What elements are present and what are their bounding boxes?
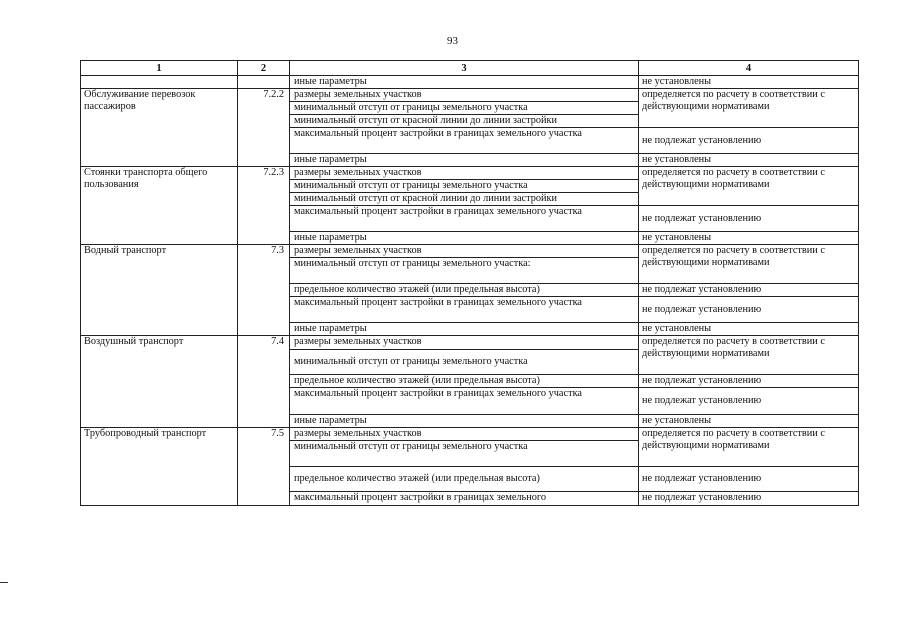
param-name: предельное количество этажей (или предельная высота)	[290, 467, 639, 492]
param-value: не подлежат установлению	[639, 128, 859, 154]
regulations-table	[80, 60, 859, 506]
param-name: максимальный процент застройки в границах земельного участка	[290, 128, 639, 154]
param-value: не установлены	[639, 415, 859, 428]
param-value: не установлены	[639, 232, 859, 245]
param-name: минимальный отступ от красной линии до линии застройки	[290, 193, 639, 206]
param-value: не подлежат установлению	[639, 467, 859, 492]
header-row	[81, 61, 859, 76]
table-row	[81, 428, 859, 441]
table-row	[81, 167, 859, 180]
param-value: не подлежат установлению	[639, 297, 859, 323]
param-value: определяется по расчету в соответствии с действующими нормативами	[639, 89, 859, 128]
group-code: 7.2.3	[238, 167, 290, 245]
param-name: минимальный отступ от границы земельного участка	[290, 180, 639, 193]
group-name	[81, 76, 238, 89]
param-value: определяется по расчету в соответствии с действующими нормативами	[639, 336, 859, 375]
param-name: размеры земельных участков	[290, 89, 639, 102]
param-name: предельное количество этажей (или предельная высота)	[290, 284, 639, 297]
param-name: минимальный отступ от границы земельного участка	[290, 441, 639, 467]
param-name: размеры земельных участков	[290, 428, 639, 441]
param-name: иные параметры	[290, 76, 639, 89]
group-code: 7.2.2	[238, 89, 290, 167]
group-name: Обслуживание перевозок пассажиров	[81, 89, 238, 167]
table-row	[81, 89, 859, 102]
param-value: не подлежат установлению	[639, 284, 859, 297]
group-name: Стоянки транспорта общего пользования	[81, 167, 238, 245]
margin-mark	[0, 582, 8, 583]
param-name: максимальный процент застройки в границах земельного участка	[290, 297, 639, 323]
param-value: определяется по расчету в соответствии с действующими нормативами	[639, 245, 859, 284]
param-name: иные параметры	[290, 415, 639, 428]
param-name: минимальный отступ от границы земельного участка	[290, 350, 639, 375]
param-name: максимальный процент застройки в границах земельного участка	[290, 206, 639, 232]
column-header-1: 1	[81, 61, 238, 76]
param-value: определяется по расчету в соответствии с действующими нормативами	[639, 167, 859, 206]
column-header-2: 2	[238, 61, 290, 76]
param-value: не установлены	[639, 154, 859, 167]
group-name: Трубопроводный транспорт	[81, 428, 238, 506]
group-name: Воздушный транспорт	[81, 336, 238, 428]
param-value: определяется по расчету в соответствии с действующими нормативами	[639, 428, 859, 467]
column-header-3: 3	[290, 61, 639, 76]
param-name: размеры земельных участков	[290, 336, 639, 350]
param-value: не установлены	[639, 323, 859, 336]
param-value: не подлежат установлению	[639, 375, 859, 388]
param-name: максимальный процент застройки в границах земельного участка	[290, 388, 639, 415]
param-name: иные параметры	[290, 323, 639, 336]
group-name: Водный транспорт	[81, 245, 238, 336]
param-name: минимальный отступ от красной линии до линии застройки	[290, 115, 639, 128]
group-code: 7.4	[238, 336, 290, 428]
table-row	[81, 336, 859, 350]
param-name: максимальный процент застройки в границах земельного	[290, 492, 639, 506]
group-code	[238, 76, 290, 89]
column-header-4: 4	[639, 61, 859, 76]
table-row	[81, 245, 859, 258]
param-value: не подлежат установлению	[639, 388, 859, 415]
param-value: не подлежат установлению	[639, 206, 859, 232]
param-value: не установлены	[639, 76, 859, 89]
group-code: 7.3	[238, 245, 290, 336]
param-name: размеры земельных участков	[290, 245, 639, 258]
param-value: не подлежат установлению	[639, 492, 859, 506]
group-code: 7.5	[238, 428, 290, 506]
param-name: минимальный отступ от границы земельного участка	[290, 102, 639, 115]
param-name: размеры земельных участков	[290, 167, 639, 180]
param-name: иные параметры	[290, 154, 639, 167]
param-name: иные параметры	[290, 232, 639, 245]
param-name: минимальный отступ от границы земельного участка:	[290, 258, 639, 284]
param-name: предельное количество этажей (или предельная высота)	[290, 375, 639, 388]
table-row	[81, 76, 859, 89]
page-number: 93	[447, 35, 458, 47]
